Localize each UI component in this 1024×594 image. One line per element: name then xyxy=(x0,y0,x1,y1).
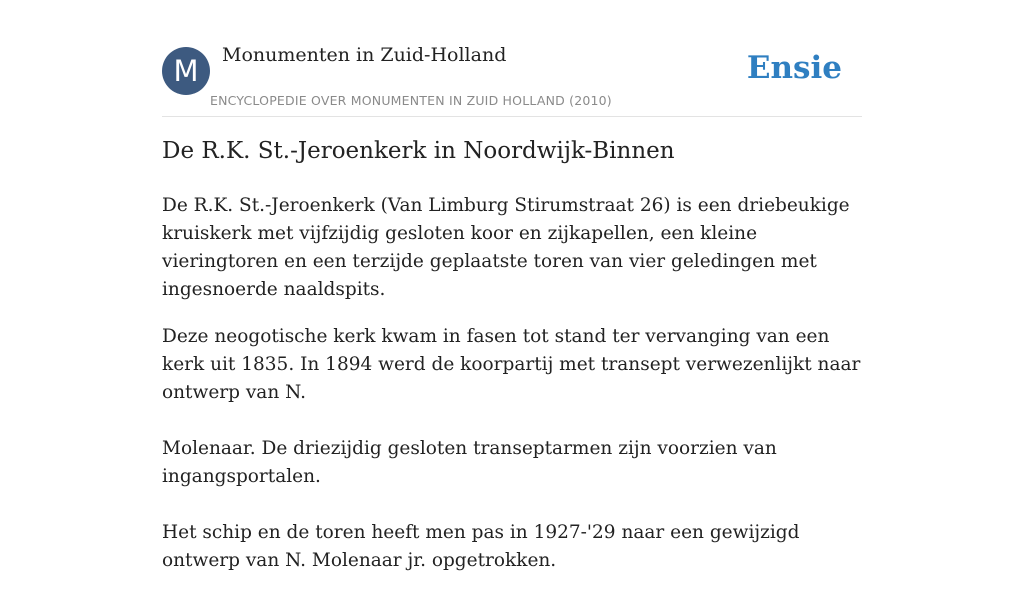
content-column xyxy=(162,0,862,571)
avatar[interactable]: M xyxy=(162,47,210,95)
ensie-logo-link[interactable]: Ensie xyxy=(746,50,842,86)
paragraph-4: Het schip en de toren heeft men pas in 1927-'29 naar een gewijzigd ontwerp van N. Molenaar jr. opgetrokken. xyxy=(162,522,800,571)
site-subtitle: ENCYCLOPEDIE OVER MONUMENTEN IN ZUID HOLLAND (2010) xyxy=(210,93,612,108)
article-body xyxy=(162,192,866,594)
site-title-link[interactable]: Monumenten in Zuid-Holland xyxy=(222,44,507,66)
article-title: De R.K. St.-Jeroenkerk in Noordwijk-Binnen xyxy=(162,138,675,164)
site-header xyxy=(162,0,862,117)
paragraph-2: Deze neogotische kerk kwam in fasen tot stand ter vervanging van een kerk uit 1835. In 1894 werd de koorpartij met transept verwezenlijkt naar ontwerp van N. xyxy=(162,326,861,403)
paragraph-1: De R.K. St.-Jeroenkerk (Van Limburg Stirumstraat 26) is een driebeukige kruiskerk met vijfzijdig gesloten koor en zijkapellen, een kleine vieringtoren en een terzijde geplaatste toren van vier geledingen met ingesnoerde naaldspits. xyxy=(162,195,850,300)
paragraph-3: Molenaar. De driezijdig gesloten transeptarmen zijn voorzien van ingangsportalen. xyxy=(162,438,777,487)
